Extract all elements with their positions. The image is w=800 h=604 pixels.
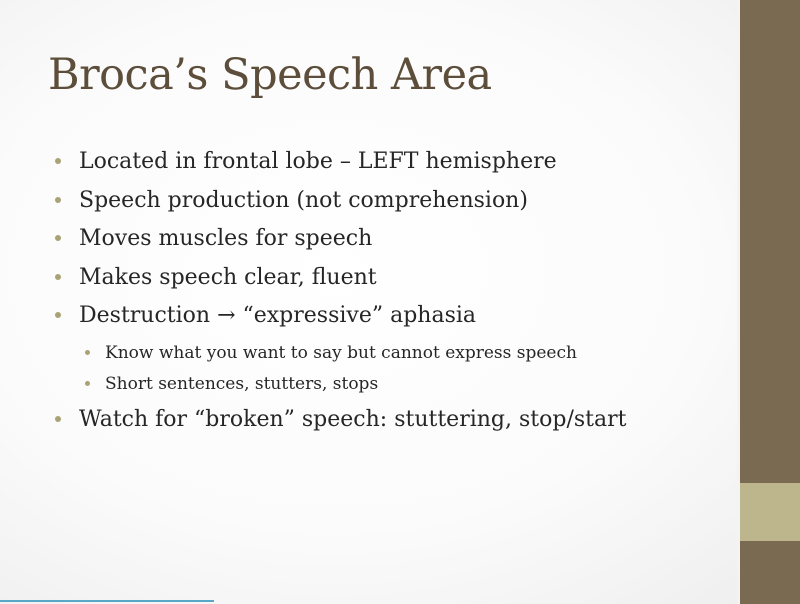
- bullet-text: Located in frontal lobe – LEFT hemisphere: [79, 149, 557, 174]
- bullet-text: Destruction → “expressive” aphasia: [79, 303, 477, 328]
- bullet-dot-icon: [55, 312, 61, 318]
- bullet-text: Watch for “broken” speech: stuttering, stop/start: [79, 406, 627, 432]
- video-progress-line: [0, 600, 214, 602]
- bullet-text: Speech production (not comprehension): [79, 187, 528, 213]
- sub-bullet-text: Short sentences, stutters, stops: [105, 373, 379, 394]
- sub-bullet-dot-icon: [85, 350, 90, 355]
- bullet-dot-icon: [55, 197, 61, 203]
- bullet-dot-icon: [55, 416, 61, 422]
- sub-bullet-text: Know what you want to say but cannot express speech: [105, 342, 577, 363]
- bullet-dot-icon: [55, 274, 61, 280]
- bullet-text: Moves muscles for speech: [79, 226, 373, 251]
- slide-title: Broca’s Speech Area: [48, 50, 492, 100]
- bullet-dot-icon: [55, 235, 61, 241]
- bullet-dot-icon: [55, 158, 61, 164]
- sub-bullet-dot-icon: [85, 381, 90, 386]
- bullet-text: Makes speech clear, fluent: [79, 264, 377, 290]
- side-bar-accent: [740, 483, 800, 541]
